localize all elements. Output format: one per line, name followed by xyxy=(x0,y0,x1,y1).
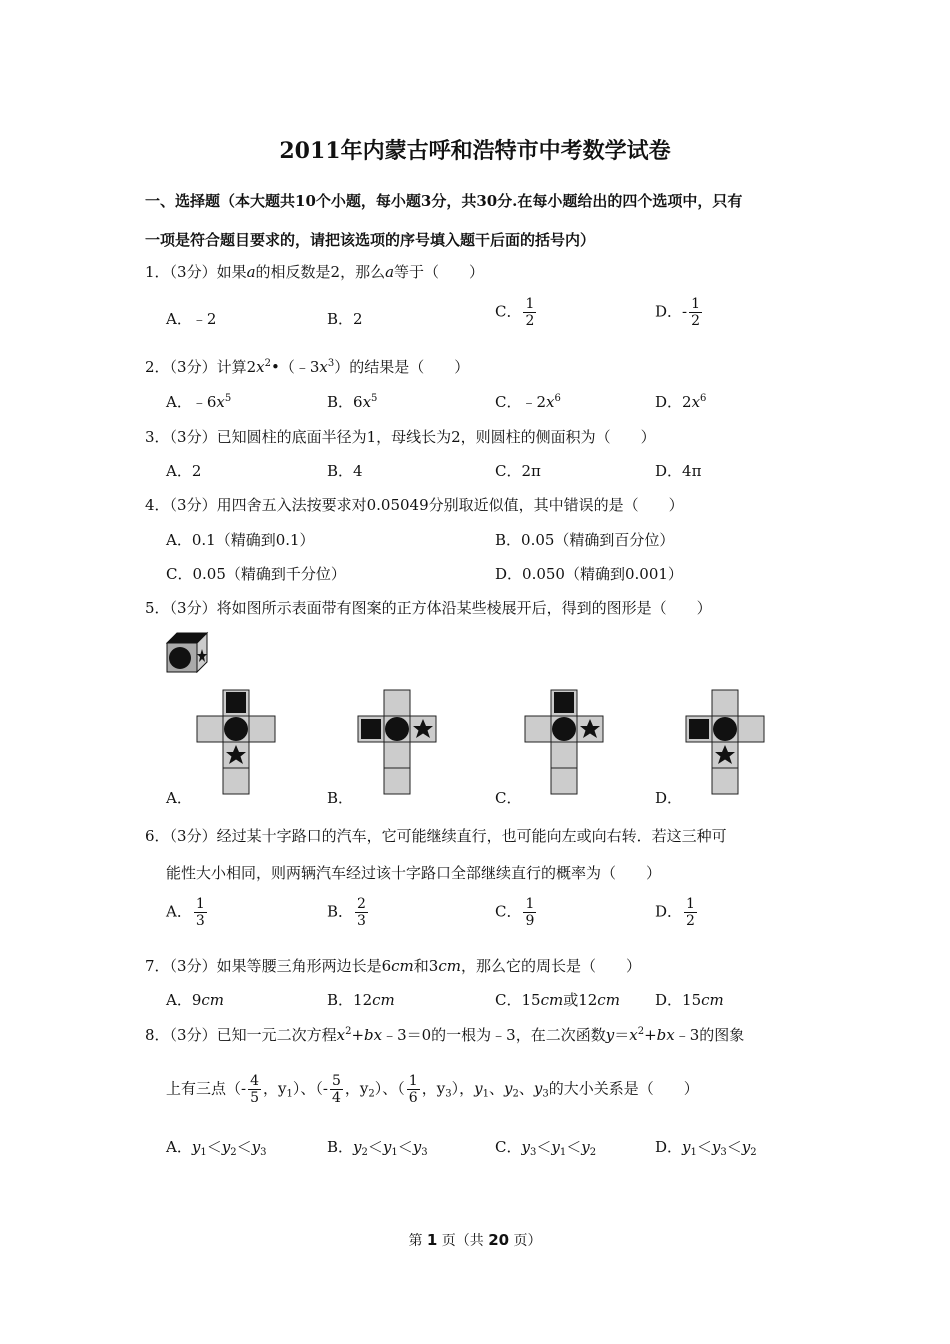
q1-text-c: 等于（ ） xyxy=(394,263,485,281)
q1-c-label: C． xyxy=(495,302,522,321)
q8-p2-fraction xyxy=(330,1073,343,1106)
q8-a-y3: y xyxy=(251,1138,261,1156)
q7-a-text: A．9 xyxy=(166,991,202,1009)
q8-d-s3: 2 xyxy=(750,1147,757,1158)
net-figure-b xyxy=(357,689,439,797)
q5-option-b: B． xyxy=(327,789,354,807)
section-heading-line1: 一、选择题（本大题共10个小题，每小题3分，共30分.在每小题给出的四个选项中，只有 xyxy=(145,192,743,210)
q7-c-unit-1: cm xyxy=(540,991,564,1009)
q8-sq1: 2 xyxy=(345,1026,352,1037)
q8-p3-num: 1 xyxy=(408,1073,418,1089)
q8-a-y1: y xyxy=(191,1138,201,1156)
q8-dun2: 、 xyxy=(518,1079,534,1098)
q8-d-lt2: ＜ xyxy=(726,1138,742,1156)
q8-dun1: 、 xyxy=(488,1079,504,1098)
net-figure-d xyxy=(685,689,767,797)
q8-p2-sub: 2 xyxy=(368,1088,375,1100)
q7-b-text: B．12 xyxy=(327,991,373,1009)
q8-text-a: 8．（3分）已知一元二次方程 xyxy=(145,1026,337,1044)
q4-option-b: B．0.05（精确到百分位） xyxy=(495,531,675,549)
q4-option-d: D．0.050（精确到0.001） xyxy=(495,565,683,583)
q1-d-label: D． xyxy=(655,302,683,321)
q8-c-lt1: ＜ xyxy=(536,1138,552,1156)
q8-p3-comma: ， xyxy=(421,1079,437,1098)
q1-c-denominator: 2 xyxy=(525,313,535,329)
q8-c-y2: y xyxy=(551,1138,560,1156)
q8-eq: ＝ xyxy=(614,1026,630,1044)
q8-text-e: ﹣3的图象 xyxy=(674,1026,745,1044)
q8-option-b xyxy=(327,1136,428,1157)
q7-text-c: ，那么它的周长是（ ） xyxy=(460,957,641,975)
footer-mid: 页（共 xyxy=(437,1233,489,1249)
q8-c-lt2: ＜ xyxy=(566,1138,582,1156)
q8-a-y2: y xyxy=(221,1138,231,1156)
cube-figure xyxy=(166,631,210,673)
q8-x4: x xyxy=(666,1026,675,1044)
q8-a-s1: 1 xyxy=(200,1147,207,1158)
q2-option-c xyxy=(495,391,561,412)
q8-p1-y: y xyxy=(278,1079,287,1098)
q2-exp-2: 2 xyxy=(264,358,271,369)
q8-d-label: D． xyxy=(655,1138,683,1156)
q8-a-lt1: ＜ xyxy=(206,1138,222,1156)
q8-a-s2: 2 xyxy=(230,1147,237,1158)
q8-ty2: y xyxy=(503,1079,513,1098)
question-4-stem: 4．（3分）用四舍五入法按要求对0.05049分别取近似值，其中错误的是（ ） xyxy=(145,496,684,514)
q8-a-label: A． xyxy=(166,1138,192,1156)
q8-sep2: ）、（ xyxy=(374,1079,405,1098)
q4-option-c: C．0.05（精确到千分位） xyxy=(166,565,346,583)
q6-b-fraction xyxy=(355,896,368,929)
q8-ts1: 1 xyxy=(482,1088,489,1100)
q8-option-d xyxy=(655,1136,757,1157)
q7-option-d xyxy=(655,989,724,1010)
q2-c-text: C．﹣2 xyxy=(495,393,547,411)
q6-option-d xyxy=(655,896,699,929)
q1-c-fraction xyxy=(523,296,536,329)
q5-option-d: D． xyxy=(655,789,683,807)
q2-a-x: x xyxy=(216,393,225,411)
q8-c-y3: y xyxy=(581,1138,590,1156)
q7-text-a: 7．（3分）如果等腰三角形两边长是6 xyxy=(145,957,392,975)
q8-p2-num: 5 xyxy=(331,1073,341,1089)
q6-a-fraction xyxy=(194,896,207,929)
q7-d-unit: cm xyxy=(701,991,724,1009)
q8-ty1: y xyxy=(474,1079,483,1098)
q2-d-exp: 6 xyxy=(700,393,707,404)
q8-l2-open: 上有三点（ xyxy=(166,1079,242,1098)
q6-c-numerator: 1 xyxy=(525,896,535,912)
question-8-line1 xyxy=(145,1024,744,1045)
q8-d-s1: 1 xyxy=(690,1147,697,1158)
q6-d-fraction xyxy=(684,896,697,929)
q8-p2-den: 4 xyxy=(331,1090,341,1106)
q8-p2-y: y xyxy=(359,1079,369,1098)
footer-total-pages: 20 xyxy=(488,1231,510,1249)
q5-option-a: A． xyxy=(166,789,192,807)
q7-option-c xyxy=(495,989,620,1010)
q2-text-c: ）的结果是（ ） xyxy=(334,358,470,376)
q1-text-b: 的相反数是2，那么 xyxy=(255,263,386,281)
footer-pre: 第 xyxy=(408,1233,427,1249)
q2-a-text: A．﹣6 xyxy=(166,393,217,411)
q8-x2: x xyxy=(373,1026,383,1044)
q6-b-denominator: 3 xyxy=(357,913,366,929)
q8-c-s3: 2 xyxy=(589,1147,597,1158)
q3-option-b: B．4 xyxy=(327,462,363,480)
q1-option-d xyxy=(655,296,704,329)
q8-sep1: ）、（ xyxy=(292,1079,323,1098)
q2-d-text: D．2 xyxy=(655,393,692,411)
q8-plus2: + xyxy=(644,1026,657,1044)
q8-p1-den: 5 xyxy=(250,1090,260,1106)
q3-option-c: C．2π xyxy=(495,462,541,480)
q2-b-text: B．6 xyxy=(327,393,363,411)
q7-d-text: D．15 xyxy=(655,991,702,1009)
q1-option-a: A．﹣2 xyxy=(166,310,217,328)
q2-option-a xyxy=(166,391,231,412)
q7-c-text-a: C．15 xyxy=(495,991,541,1009)
q8-c-label: C． xyxy=(495,1138,522,1156)
q8-l2-tail: 的大小关系是（ ） xyxy=(548,1079,699,1098)
q1-var-a: a xyxy=(246,263,256,281)
q8-ty3: y xyxy=(533,1079,543,1098)
q7-text-b: 和3 xyxy=(413,957,439,975)
q8-b2: b xyxy=(656,1026,667,1044)
q7-option-b xyxy=(327,989,395,1010)
question-5-stem: 5．（3分）将如图所示表面带有图案的正方体沿某些棱展开后，得到的图形是（ ） xyxy=(145,599,712,617)
q8-ts3: 3 xyxy=(542,1088,549,1100)
question-2-stem xyxy=(145,356,469,377)
q8-p3-sub: 3 xyxy=(445,1088,452,1100)
q8-c-s1: 3 xyxy=(529,1147,537,1158)
footer-page-number: 1 xyxy=(426,1231,438,1249)
q1-c-numerator: 1 xyxy=(525,296,535,312)
page-footer xyxy=(0,1230,950,1250)
q8-b-lt1: ＜ xyxy=(367,1138,383,1156)
q8-l2-close: ）， xyxy=(451,1079,475,1098)
q1-text-a: 1．（3分）如果 xyxy=(145,263,247,281)
q8-p3-den: 6 xyxy=(408,1090,418,1106)
q1-option-b: B．2 xyxy=(327,310,363,328)
q7-a-unit: cm xyxy=(201,991,225,1009)
q2-exp-3: 3 xyxy=(327,358,335,369)
q6-d-denominator: 2 xyxy=(686,913,695,929)
q1-d-fraction xyxy=(689,296,702,329)
q6-option-a xyxy=(166,896,209,929)
q8-a-s3: 3 xyxy=(260,1147,267,1158)
q8-plus1: + xyxy=(351,1026,365,1044)
section-heading-line2: 一项是符合题目要求的，请把该选项的序号填入题干后面的括号内） xyxy=(145,231,596,249)
q8-b-lt2: ＜ xyxy=(397,1138,413,1156)
q2-option-b xyxy=(327,391,377,412)
q8-ts2: 2 xyxy=(512,1088,519,1100)
q6-b-label: B． xyxy=(327,902,354,921)
q8-b-y3: y xyxy=(412,1138,422,1156)
question-6-line2: 能性大小相同，则两辆汽车经过该十字路口全部继续直行的概率为（ ） xyxy=(166,864,662,882)
q6-d-numerator: 1 xyxy=(686,896,695,912)
q7-b-unit: cm xyxy=(372,991,395,1009)
question-3-stem: 3．（3分）已知圆柱的底面半径为1，母线长为2，则圆柱的侧面积为（ ） xyxy=(145,428,656,446)
q8-d-lt1: ＜ xyxy=(696,1138,712,1156)
q6-b-numerator: 2 xyxy=(357,896,366,912)
q8-b-y2: y xyxy=(382,1138,392,1156)
q8-d-s2: 3 xyxy=(720,1147,727,1158)
q6-a-denominator: 3 xyxy=(195,913,205,929)
q8-sq2: 2 xyxy=(637,1026,645,1037)
q6-c-label: C． xyxy=(495,902,522,921)
q8-b-y1: y xyxy=(353,1138,362,1156)
q8-p1-num: 4 xyxy=(250,1073,260,1089)
q8-text-c: ﹣3＝0的一根为﹣3，在二次函数 xyxy=(382,1026,606,1044)
q8-d-y1: y xyxy=(682,1138,691,1156)
q8-x1: x xyxy=(336,1026,346,1044)
q1-d-numerator: 1 xyxy=(691,296,701,312)
q6-option-b xyxy=(327,896,370,929)
q6-c-denominator: 9 xyxy=(525,913,535,929)
q6-a-numerator: 1 xyxy=(195,896,205,912)
q7-unit-2: cm xyxy=(438,957,461,975)
q8-b-s1: 2 xyxy=(361,1147,368,1158)
q8-p2-comma: ， xyxy=(344,1079,360,1098)
q2-option-d xyxy=(655,391,706,412)
q1-var-a2: a xyxy=(385,263,395,281)
q7-c-text-b: 或12 xyxy=(563,991,598,1009)
q6-a-label: A． xyxy=(166,902,192,921)
question-7-stem xyxy=(145,955,641,976)
q2-var-x1: x xyxy=(256,358,265,376)
q6-d-label: D． xyxy=(655,902,683,921)
q8-p2-sign: - xyxy=(322,1079,328,1098)
q2-text-b: •（﹣3 xyxy=(270,358,320,376)
q1-d-sign: - xyxy=(682,302,688,321)
q8-option-a xyxy=(166,1136,266,1157)
q6-c-fraction xyxy=(523,896,536,929)
q8-b-s2: 1 xyxy=(391,1147,398,1158)
q6-option-c xyxy=(495,896,538,929)
q8-p3-y: y xyxy=(436,1079,446,1098)
q3-option-a: A．2 xyxy=(166,462,202,480)
page-title: 2011年内蒙古呼和浩特市中考数学试卷 xyxy=(279,138,671,164)
q2-var-x2: x xyxy=(319,358,328,376)
q7-unit-1: cm xyxy=(391,957,414,975)
q1-option-c xyxy=(495,296,538,329)
q7-option-a xyxy=(166,989,224,1010)
question-1-stem xyxy=(145,261,484,282)
q2-b-x: x xyxy=(362,393,372,411)
q2-a-exp: 5 xyxy=(224,393,232,404)
q3-option-d: D．4π xyxy=(655,462,702,480)
question-8-line2 xyxy=(166,1073,699,1106)
q8-d-y2: y xyxy=(711,1138,721,1156)
q8-c-y1: y xyxy=(521,1138,530,1156)
q8-d-y3: y xyxy=(741,1138,751,1156)
q8-b-label: B． xyxy=(327,1138,354,1156)
q4-option-a: A．0.1（精确到0.1） xyxy=(166,531,315,549)
q2-d-x: x xyxy=(691,393,701,411)
q2-c-x: x xyxy=(546,393,555,411)
footer-post: 页） xyxy=(509,1233,542,1249)
q8-c-s2: 1 xyxy=(559,1147,567,1158)
q1-d-denominator: 2 xyxy=(691,313,701,329)
net-figure-c xyxy=(524,689,606,797)
q8-p1-fraction xyxy=(248,1073,261,1106)
q8-option-c xyxy=(495,1136,596,1157)
q8-b-s3: 3 xyxy=(421,1147,428,1158)
q8-p3-fraction xyxy=(407,1073,420,1106)
q5-option-c: C． xyxy=(495,789,522,807)
q2-b-exp: 5 xyxy=(371,393,378,404)
q8-p1-comma: ， xyxy=(263,1079,279,1098)
q8-b1: b xyxy=(364,1026,374,1044)
q8-p1-sub: 1 xyxy=(286,1088,293,1100)
question-6-line1: 6．（3分）经过某十字路口的汽车，它可能继续直行，也可能向左或向右转．若这三种可 xyxy=(145,827,727,845)
q2-text-a: 2．（3分）计算2 xyxy=(145,358,257,376)
q8-p1-sign: - xyxy=(241,1079,247,1098)
q8-a-lt2: ＜ xyxy=(236,1138,252,1156)
q8-y: y xyxy=(605,1026,615,1044)
net-figure-a xyxy=(196,689,278,797)
q7-c-unit-2: cm xyxy=(597,991,620,1009)
q8-x3: x xyxy=(629,1026,638,1044)
q2-c-exp: 6 xyxy=(554,393,561,404)
